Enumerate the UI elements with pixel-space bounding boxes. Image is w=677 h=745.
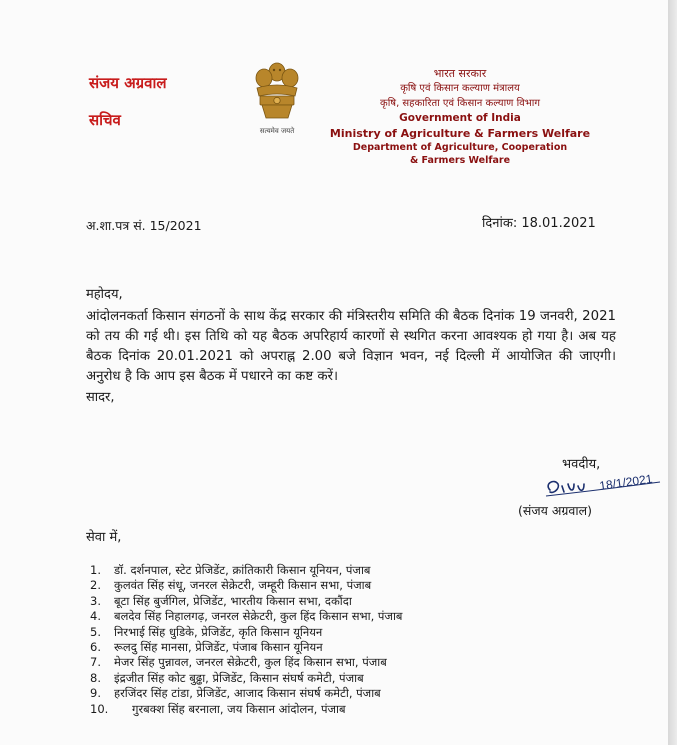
dept-line-ministry-en: Ministry of Agriculture & Farmers Welfare	[329, 127, 591, 140]
signatory-name: (संजय अग्रवाल)	[518, 503, 592, 518]
list-item	[90, 702, 403, 717]
page-edge	[668, 0, 677, 745]
recipient-list	[90, 563, 403, 717]
recipient-number: 6.	[90, 639, 101, 654]
recipient-number: 10.	[90, 701, 109, 716]
signature-date: 18/1/2021	[598, 471, 654, 493]
dept-line-ministry-hi: कृषि एवं किसान कल्याण मंत्रालय	[400, 83, 520, 94]
list-item	[90, 625, 403, 640]
recipient-number: 3.	[90, 593, 101, 608]
recipient-number: 1.	[90, 563, 101, 577]
dept-line-department-en: Department of Agriculture, Cooperation	[352, 142, 568, 153]
recipient-text: गुरबक्श सिंह बरनाला, जय किसान आंदोलन, पंजाब	[132, 701, 346, 716]
recipient-text: डॉ. दर्शनपाल, स्टेट प्रेजिडेंट, क्रांतिकारी किसान यूनियन, पंजाब	[114, 563, 371, 577]
closing: सादर,	[86, 390, 115, 405]
valediction: भवदीय,	[562, 457, 601, 472]
recipient-number: 9.	[90, 686, 101, 701]
list-item	[90, 686, 403, 701]
recipient-text: मेजर सिंह पुन्नावल, जनरल सेक्रेटरी, कुल हिंद किसान सभा, पंजाब	[114, 655, 387, 670]
recipient-text: बलदेव सिंह निहालगढ़, जनरल सेक्रेटरी, कुल हिंद किसान सभा, पंजाब	[114, 609, 403, 624]
recipient-number: 8.	[90, 670, 101, 685]
list-item	[90, 563, 403, 578]
list-item	[90, 594, 403, 609]
dept-line-department-hi: कृषि, सहकारिता एवं किसान कल्याण विभाग	[380, 98, 540, 109]
national-emblem-icon	[248, 58, 306, 136]
letter-body: आंदोलनकर्ता किसान संगठनों के साथ केंद्र सरकार की मंत्रिस्तरीय समिति की बैठक दिनांक 19 जनवरी, 2021 को तय की गई थी। इस तिथि को यह बैठक अपरिहार्य कारणों से स्थगित करना आवश्यक हो गया है। अब यह बैठक दिनांक 20.01.2021 को अपराह्न 2.00 बजे विज्ञान भवन, नई दिल्ली में आयोजित की जाएगी। अनुरोध है कि आप इस बैठक में पधारने का कष्ट करें।	[86, 309, 616, 384]
sender-name: संजय अग्रवाल	[89, 74, 167, 92]
recipient-text: इंद्रजीत सिंह कोट बुढ्ढा, प्रेजिडेंट, किसान संघर्ष कमेटी, पंजाब	[114, 670, 364, 685]
dept-line-government-hi: भारत सरकार	[433, 67, 487, 80]
list-item	[90, 640, 403, 655]
recipient-number: 7.	[90, 655, 101, 670]
list-item	[90, 609, 403, 624]
recipient-text: निरभाई सिंह धुडिके, प्रेजिडेंट, कृति किसान यूनियन	[114, 624, 323, 639]
dept-line-government-en: Government of India	[399, 112, 521, 124]
addressee-label: सेवा में,	[86, 530, 122, 545]
list-item	[90, 671, 403, 686]
dept-line-department-en-2: & Farmers Welfare	[409, 155, 511, 166]
department-header	[320, 66, 600, 167]
reference-number: अ.शा.पत्र सं. 15/2021	[86, 218, 202, 233]
recipient-text: रूलदु सिंह मानसा, प्रेजिडेंट, पंजाब किसान यूनियन	[114, 639, 323, 654]
recipient-text: हरजिंदर सिंह टांडा, प्रेजिडेंट, आजाद किसान संघर्ष कमेटी, पंजाब	[114, 686, 381, 701]
recipient-number: 4.	[90, 609, 101, 624]
recipient-number: 2.	[90, 578, 101, 593]
letter-date: दिनांक: 18.01.2021	[482, 216, 596, 231]
emblem-caption: सत्यमेव जयते	[259, 127, 295, 135]
recipient-number: 5.	[90, 624, 101, 639]
salutation: महोदय,	[86, 287, 123, 302]
list-item	[90, 655, 403, 670]
list-item	[90, 578, 403, 593]
recipient-text: कुलवंत सिंह संधू, जनरल सेक्रेटरी, जम्हूरी किसान सभा, पंजाब	[114, 578, 372, 593]
recipient-text: बूटा सिंह बुर्जगिल, प्रेजिडेंट, भारतीय किसान सभा, दकौंदा	[114, 593, 352, 608]
sender-title: सचिव	[89, 111, 121, 129]
